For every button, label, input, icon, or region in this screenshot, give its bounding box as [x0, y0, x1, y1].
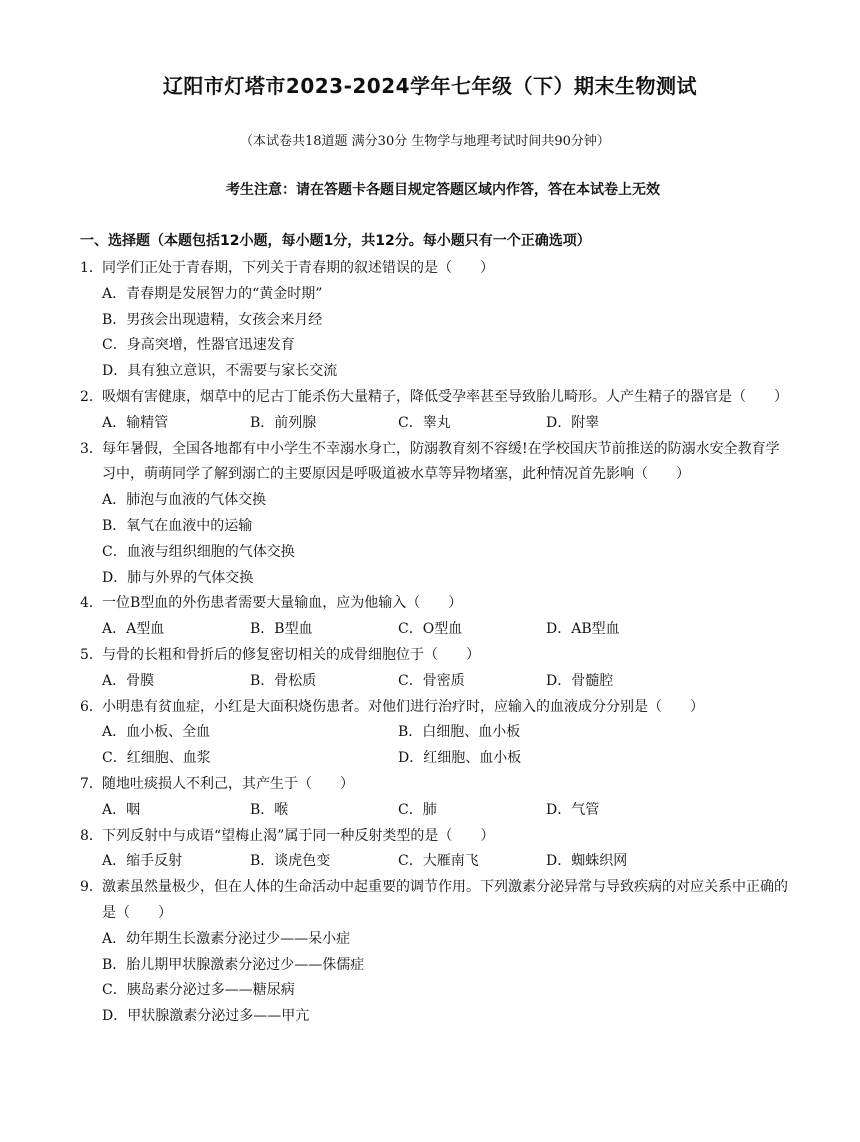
option-d: D．具有独立意识，不需要与家长交流	[102, 363, 338, 380]
option-b: B．喉	[250, 801, 289, 818]
question-1	[80, 256, 790, 385]
option-a: A．肺泡与血液的气体交换	[102, 492, 267, 509]
question-number: 7．	[80, 775, 103, 792]
option-a: A．A型血	[102, 621, 165, 638]
option-d: D．肺与外界的气体交换	[102, 569, 254, 586]
question-4	[80, 591, 790, 643]
option-c: C．血液与组织细胞的气体交换	[102, 543, 295, 560]
question-8	[80, 824, 790, 876]
option-d: D．红细胞、血小板	[398, 750, 522, 767]
option-a: A．缩手反射	[102, 853, 183, 870]
question-5	[80, 643, 790, 695]
question-stem: 每年暑假，全国各地都有中小学生不幸溺水身亡，防溺教育刻不容缓!在学校国庆节前推送的防溺水安全教育学习中，萌萌同学了解到溺亡的主要原因是呼吸道被水草等异物堵塞，此种情况首先影响（ ）	[102, 440, 780, 483]
question-stem: 激素虽然量极少，但在人体的生命活动中起重要的调节作用。下列激素分泌异常与导致疾病的对应关系中正确的是（ ）	[102, 879, 788, 921]
question-2	[80, 385, 790, 437]
question-number: 4．	[80, 595, 103, 612]
question-stem: 吸烟有害健康，烟草中的尼古丁能杀伤大量精子，降低受孕率甚至导致胎儿畸形。人产生精子的器官是（ ）	[102, 388, 788, 405]
option-c: C．肺	[398, 801, 437, 818]
option-b: B．男孩会出现遗精，女孩会来月经	[102, 311, 323, 328]
option-d: D．附睾	[546, 414, 600, 431]
question-stem: 同学们正处于青春期，下列关于青春期的叙述错误的是（ ）	[102, 260, 494, 276]
option-c: C．胰岛素分泌过多——糖尿病	[102, 982, 295, 999]
option-b: B．骨松质	[250, 672, 317, 689]
option-a: A．骨膜	[102, 672, 155, 689]
question-stem: 下列反射中与成语“望梅止渴”属于同一种反射类型的是（ ）	[102, 827, 495, 844]
option-b: B．氧气在血液中的运输	[102, 517, 253, 534]
section-heading: 一、选择题（本题包括12小题，每小题1分，共12分。每小题只有一个正确选项）	[80, 233, 591, 249]
option-a: A．幼年期生长激素分泌过少——呆小症	[102, 930, 351, 947]
option-a: A．咽	[102, 801, 141, 818]
question-3	[80, 437, 790, 592]
question-number: 3．	[80, 440, 103, 457]
option-b: B．胎儿期甲状腺激素分泌过少——侏儒症	[102, 956, 365, 973]
option-d: D．骨髓腔	[546, 672, 614, 689]
option-d: D．蜘蛛织网	[546, 853, 628, 870]
question-stem: 与骨的长粗和骨折后的修复密切相关的成骨细胞位于（ ）	[102, 646, 480, 663]
question-9	[80, 875, 790, 1030]
exam-notice: 考生注意：请在答题卡各题目规定答题区域内作答，答在本试卷上无效	[226, 182, 660, 198]
question-stem: 小明患有贫血症，小红是大面积烧伤患者。对他们进行治疗时，应输入的血液成分分别是（ ）	[102, 698, 704, 715]
option-c: C．骨密质	[398, 672, 465, 689]
question-number: 5．	[80, 646, 103, 663]
option-c: C．红细胞、血浆	[102, 750, 211, 767]
question-number: 6．	[80, 698, 103, 715]
exam-subtitle: （本试卷共18道题 满分30分 生物学与地理考试时间共90分钟）	[240, 134, 610, 149]
option-a: A．血小板、全血	[102, 724, 211, 741]
question-stem: 一位B型血的外伤患者需要大量输血，应为他输入（ ）	[102, 595, 463, 612]
option-c: C．身高突增，性器官迅速发育	[102, 337, 295, 354]
question-number: 2．	[80, 388, 103, 405]
option-b: B．白细胞、血小板	[398, 724, 521, 741]
exam-title: 辽阳市灯塔市2023-2024学年七年级（下）期末生物测试	[162, 74, 698, 98]
option-c: C．大雁南飞	[398, 853, 479, 870]
question-number: 1．	[80, 260, 103, 276]
question-7	[80, 772, 790, 824]
option-d: D．甲状腺激素分泌过多——甲亢	[102, 1008, 310, 1025]
question-6	[80, 695, 790, 772]
option-d: D．气管	[546, 801, 600, 818]
option-a: A．输精管	[102, 414, 169, 431]
option-a: A．青春期是发展智力的“黄金时期”	[102, 285, 323, 302]
option-c: C．睾丸	[398, 414, 451, 431]
question-number: 8．	[80, 827, 103, 844]
question-stem: 随地吐痰损人不利己，其产生于（ ）	[102, 775, 354, 792]
question-number: 9．	[80, 879, 103, 896]
question-list	[80, 256, 790, 1030]
option-b: B．B型血	[250, 621, 313, 638]
option-c: C．O型血	[398, 621, 463, 638]
option-b: B．谈虎色变	[250, 853, 331, 870]
option-d: D．AB型血	[546, 621, 620, 638]
option-b: B．前列腺	[250, 414, 317, 431]
